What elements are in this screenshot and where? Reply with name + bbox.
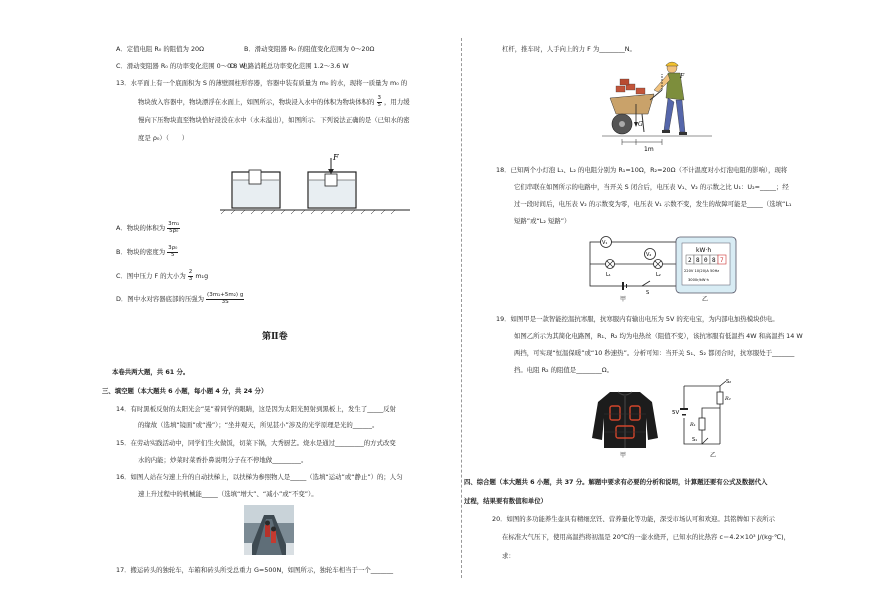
q18-line1: 18．已知两个小灯泡 L₁、L₂ 的电阻分别为 R₁=10Ω，R₂=20Ω（不计温度对小灯泡电阻的影响），现将: [496, 166, 788, 174]
q13-line1: 13．水平面上有一个底面积为 S 的薄壁圆柱形容器，容器中装有质量为 m₀ 的水，现将一质量为 m₀ 的: [116, 79, 408, 87]
q19-line2: 如图乙所示为其简化电路图，R₁、R₂ 均为电热丝（阻值不变），该抗寒服有低温挡 4W 和高温挡 14 W: [514, 332, 803, 340]
distance-label: 1m: [644, 146, 654, 153]
heated-jacket-photo: [590, 388, 660, 450]
q12-option-a: A．定值电阻 R₀ 的阻值为 20Ω: [116, 45, 204, 53]
q16-line1: 16．如图人站在匀速上升的自动扶梯上，以扶梯为参照物人是_____（选填“运动”或“静止”）的；人匀: [116, 473, 403, 481]
q19-line1: 19．如图甲是一款智能控温抗寒服，抗寒服内有输出电压为 5V 的充电宝，为内部电加热模块供电。: [496, 315, 779, 323]
q17-line1: 17．搬运砖头的独轮车，车箱和砖头所受总重力 G=500N，如图所示，独轮车相当于一个_______: [116, 566, 394, 574]
escalator-photo: [244, 505, 294, 555]
q13-option-a: A．物块的体积为 $\frac{\text{3m₁}}{\text{5ρ₀}}$: [116, 221, 180, 234]
fig-jia-label-1: 甲: [620, 296, 627, 303]
q18-line3: 过一段时间后，电压表 V₂ 的示数变为零，电压表 V₁ 示数不变，发生的故障可能是_____（选填“L₁: [514, 200, 792, 208]
q19-line3: 两挡，可实现“恒温保暖”或“10 秒速热”。分析可知：当开关 S₁、S₂ 都闭合时，抗寒服处于_______: [514, 349, 795, 357]
q13-line4: 度是 ρ₀）（ ）: [138, 134, 189, 142]
resistor-r2-label: R₂: [725, 396, 731, 402]
q12-option-c: C．滑动变阻器 R₀ 的功率变化范围 0～0.8 W: [116, 62, 246, 70]
meter-unit: kW·h: [696, 247, 712, 254]
q15-line1: 15．在劳动实践活动中，同学们生火做饭，切菜下锅，大秀厨艺。烧水是通过_________的方式改变: [116, 439, 396, 447]
fig-yi-label-2: 乙: [710, 452, 717, 459]
lamp-l1-label: L₁: [606, 272, 611, 278]
right-column: [464, 0, 815, 615]
q13-option-d: D．图中水对容器底部的压强为 $\frac{\text{(3m₁+5m₂) g}}{3S}$: [116, 292, 244, 305]
voltage-label: 5V: [672, 410, 680, 416]
q20-line3: 求：: [502, 552, 515, 560]
meter-digit: 8: [712, 257, 716, 264]
lamp-l2-label: L₂: [656, 272, 661, 278]
q19-circuit-diagram: [672, 378, 736, 452]
q17-continued: 杠杆，推车时，人手向上的力 F 为________N。: [502, 45, 636, 53]
resistor-r1-label: R₁: [690, 422, 696, 428]
section2-title: 第Ⅱ卷: [262, 332, 288, 342]
v2-meter: V₂: [646, 252, 652, 258]
meter-digit: 8: [696, 257, 700, 264]
meter-digit: 0: [704, 257, 708, 264]
q13-line3: 慢向下压物块直至物块恰好浸没在水中（水未溢出），如图所示．下列说法正确的是（已知水的密: [138, 116, 410, 124]
force-label-cart: F: [680, 73, 685, 80]
q15-line2: 水的内能；炒菜时菜香扑鼻说明分子在不停地做_________。: [138, 456, 308, 464]
fig-yi-label-1: 乙: [702, 296, 709, 303]
electricity-meter: [676, 237, 736, 293]
switch-s1-label: S₁: [692, 437, 698, 443]
wheelbarrow-figure: [602, 60, 712, 160]
part4-heading-line1: 四、综合题（本大题共 6 小题，共 37 分。解题中要求有必要的分析和说明，计算题还要有公式及数据代入: [464, 478, 768, 486]
q20-line1: 20．如图的多功能养生壶具有精细烹饪、营养量化等功能，深受市场认可和欢迎。其铭牌如下表所示: [492, 515, 775, 523]
q16-line2: 速上升过程中的机械能_____（选填“增大”、“减小”或“不变”）。: [138, 490, 318, 498]
v1-meter: V₁: [602, 240, 608, 246]
meter-digit: 2: [688, 257, 692, 264]
fig-jia-label-2: 甲: [620, 452, 627, 459]
q14-line2: 的缘故（选填“镜面”或“漫”）；“坐井观天，所见甚小”涉及的光学原理是光的______。: [138, 421, 379, 429]
q18-line2: 它们串联在如图所示的电路中，当开关 S 闭合后，电压表 V₁、V₂ 的示数之比 U₁：U₂=_____；经: [514, 183, 789, 191]
force-label: F: [333, 153, 339, 162]
meter-digit: 7: [720, 257, 724, 264]
weight-label: G: [638, 121, 643, 128]
q18-circuit-diagram: [586, 232, 682, 296]
q13-line2: 物块放入容器中，物块漂浮在水面上，如图所示，物块浸入水中的体积为物块体积的 $\frac{3}{5}$ ，用力缓: [138, 95, 410, 108]
switch-s2-label: S₂: [726, 379, 732, 385]
q13-fraction: $\frac{3}{5}$: [377, 95, 381, 108]
left-column: [102, 0, 457, 615]
meter-spec: 220V 10(20)A 50Hz: [684, 269, 720, 273]
q12-option-b: B．滑动变阻器 R₀ 的阻值变化范围为 0～20Ω: [244, 45, 375, 53]
q12-option-d: D．电路消耗总功率变化范围 1.2～3.6 W: [230, 62, 349, 70]
part3-heading: 三、填空题（本大题共 6 小题，每小题 4 分，共 24 分）: [102, 387, 268, 395]
q13-containers-figure: [220, 152, 410, 212]
part4-heading-line2: 过程，结果要有数值和单位）: [464, 497, 548, 505]
q19-line4: 挡。电阻 R₂ 的阻值是________Ω。: [514, 366, 614, 374]
column-divider: [461, 38, 462, 578]
q13-option-b: B．物块的密度为 $\frac{\text{3ρ₀}}{5}$: [116, 245, 178, 258]
q18-line4: 短路”或“L₂ 短路”）: [514, 217, 571, 225]
meter-rate: 3000r/kW·h: [688, 278, 709, 282]
q20-line2: 在标准大气压下，使用高温挡将初温是 20℃的一壶水烧开，已知水的比热容 c＝4.2×10³ J/(kg·℃)，: [502, 533, 791, 541]
section-intro: 本卷共两大题，共 61 分。: [112, 368, 190, 376]
q14-line1: 14．有时黑板反射的太阳光会“晃”着同学的眼睛，这是因为太阳光照射到黑板上，发生了_____反射: [116, 405, 396, 413]
switch-label: S: [646, 290, 650, 296]
q13-option-c: C．图中压力 F 的大小为 $\frac{2}{3}$ m₁g: [116, 269, 209, 282]
